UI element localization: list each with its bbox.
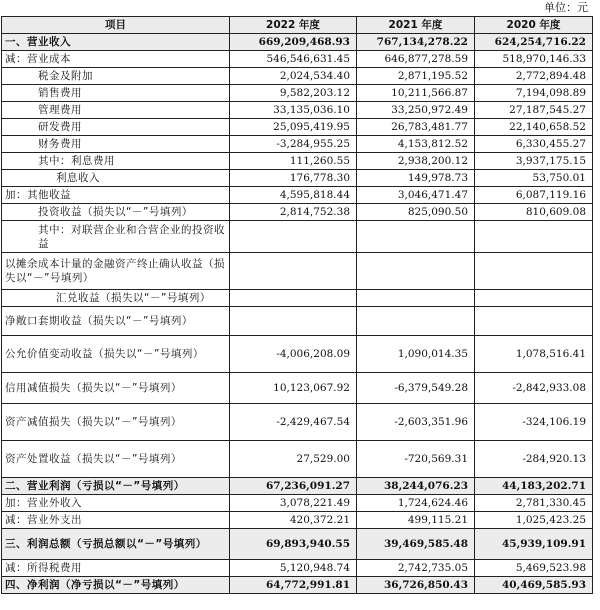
- value-2022: 420,372.21: [230, 512, 357, 529]
- value-2021: 2,742,735.05: [357, 560, 475, 577]
- table-row: [2, 560, 593, 577]
- header-2020: 2020 年度: [475, 17, 593, 34]
- value-2020: 40,469,585.93: [475, 577, 593, 594]
- row-label: 投资收益（损失以“－”号填列）: [2, 204, 230, 221]
- value-2022: [230, 221, 357, 253]
- value-2022: -4,006,208.09: [230, 336, 357, 373]
- value-2020: 2,781,330.45: [475, 495, 593, 512]
- table-row: [2, 68, 593, 85]
- row-label: 一、营业收入: [2, 34, 230, 51]
- row-label: 加：其他收益: [2, 187, 230, 204]
- value-2022: 546,546,631.45: [230, 51, 357, 68]
- value-2020: 1,025,423.25: [475, 512, 593, 529]
- value-2021: 499,115.21: [357, 512, 475, 529]
- value-2021: 1,090,014.35: [357, 336, 475, 373]
- table-row: [2, 119, 593, 136]
- value-2020: 22,140,658.52: [475, 119, 593, 136]
- table-row: [2, 102, 593, 119]
- value-2020: 2,772,894.48: [475, 68, 593, 85]
- value-2022: 69,893,940.55: [230, 529, 357, 560]
- value-2021: -2,603,351.96: [357, 404, 475, 441]
- table-row: [2, 290, 593, 307]
- value-2021: 767,134,278.22: [357, 34, 475, 51]
- table-row: [2, 204, 593, 221]
- table-row: [2, 336, 593, 373]
- value-2020: 7,194,098.89: [475, 85, 593, 102]
- value-2021: 33,250,972.49: [357, 102, 475, 119]
- value-2021: 2,938,200.12: [357, 153, 475, 170]
- table-row: [2, 221, 593, 253]
- header-2022: 2022 年度: [230, 17, 357, 34]
- value-2022: 176,778.30: [230, 170, 357, 187]
- table-row: [2, 512, 593, 529]
- value-2020: 44,183,202.71: [475, 478, 593, 495]
- value-2022: 27,529.00: [230, 441, 357, 478]
- table-row: [2, 187, 593, 204]
- value-2020: [475, 307, 593, 336]
- value-2022: 2,024,534.40: [230, 68, 357, 85]
- value-2020: 27,187,545.27: [475, 102, 593, 119]
- value-2022: 67,236,091.27: [230, 478, 357, 495]
- table-row: [2, 170, 593, 187]
- row-label: 资产处置收益（损失以“－”号填列）: [2, 441, 230, 478]
- value-2022: 4,595,818.44: [230, 187, 357, 204]
- value-2022: 3,078,221.49: [230, 495, 357, 512]
- value-2020: 6,087,119.16: [475, 187, 593, 204]
- value-2020: -324,106.19: [475, 404, 593, 441]
- row-label: 公允价值变动收益（损失以“－”号填列）: [2, 336, 230, 373]
- row-label: 资产减值损失（损失以“－”号填列）: [2, 404, 230, 441]
- value-2020: 1,078,516.41: [475, 336, 593, 373]
- table-header-row: [2, 17, 593, 34]
- value-2022: 10,123,067.92: [230, 373, 357, 404]
- table-row: [2, 529, 593, 560]
- table-row: [2, 51, 593, 68]
- value-2021: [357, 253, 475, 290]
- value-2022: [230, 290, 357, 307]
- unit-label: 单位：元: [544, 1, 588, 14]
- table-row: [2, 495, 593, 512]
- table-row: [2, 253, 593, 290]
- value-2021: 2,871,195.52: [357, 68, 475, 85]
- value-2020: -2,842,933.08: [475, 373, 593, 404]
- row-label: 管理费用: [2, 102, 230, 119]
- value-2021: -720,569.31: [357, 441, 475, 478]
- value-2021: 149,978.73: [357, 170, 475, 187]
- value-2020: -284,920.13: [475, 441, 593, 478]
- row-label: 二、营业利润（亏损以“－”号填列）: [2, 478, 230, 495]
- row-label: 以摊余成本计量的金融资产终止确认收益（损失以“－”号填列）: [2, 253, 230, 290]
- table-row: [2, 34, 593, 51]
- table-row: [2, 478, 593, 495]
- value-2020: [475, 253, 593, 290]
- table-row: [2, 577, 593, 594]
- value-2020: [475, 290, 593, 307]
- row-label: 四、净利润（净亏损以“－”号填列）: [2, 577, 230, 594]
- value-2021: 39,469,585.48: [357, 529, 475, 560]
- row-label: 减：营业外支出: [2, 512, 230, 529]
- row-label: 三、利润总额（亏损总额以“－”号填列）: [2, 529, 230, 560]
- value-2022: -3,284,955.25: [230, 136, 357, 153]
- row-label: 财务费用: [2, 136, 230, 153]
- value-2020: 624,254,716.22: [475, 34, 593, 51]
- row-label: 减：所得税费用: [2, 560, 230, 577]
- row-label: 其中：利息费用: [2, 153, 230, 170]
- row-label: 减：营业成本: [2, 51, 230, 68]
- value-2022: 33,135,036.10: [230, 102, 357, 119]
- value-2020: [475, 221, 593, 253]
- header-2021: 2021 年度: [357, 17, 475, 34]
- value-2021: -6,379,549.28: [357, 373, 475, 404]
- row-label: 其中：对联营企业和合营企业的投资收益: [2, 221, 230, 253]
- row-label: 税金及附加: [2, 68, 230, 85]
- row-label: 销售费用: [2, 85, 230, 102]
- value-2020: 518,970,146.33: [475, 51, 593, 68]
- value-2021: [357, 221, 475, 253]
- row-label: 利息收入: [2, 170, 230, 187]
- value-2021: 4,153,812.52: [357, 136, 475, 153]
- value-2020: 53,750.01: [475, 170, 593, 187]
- table-row: [2, 85, 593, 102]
- value-2021: 825,090.50: [357, 204, 475, 221]
- value-2021: 26,783,481.77: [357, 119, 475, 136]
- value-2022: 25,095,419.95: [230, 119, 357, 136]
- row-label: 净敞口套期收益（损失以“－”号填列）: [2, 307, 230, 336]
- value-2021: [357, 290, 475, 307]
- value-2020: 3,937,175.15: [475, 153, 593, 170]
- value-2022: 2,814,752.38: [230, 204, 357, 221]
- value-2020: 6,330,455.27: [475, 136, 593, 153]
- table-row: [2, 153, 593, 170]
- value-2022: 669,209,468.93: [230, 34, 357, 51]
- header-item: 项目: [2, 17, 230, 34]
- row-label: 研发费用: [2, 119, 230, 136]
- value-2022: 111,260.55: [230, 153, 357, 170]
- value-2022: [230, 253, 357, 290]
- value-2022: [230, 307, 357, 336]
- table-row: [2, 136, 593, 153]
- value-2020: 5,469,523.98: [475, 560, 593, 577]
- value-2020: 45,939,109.91: [475, 529, 593, 560]
- value-2021: 1,724,624.46: [357, 495, 475, 512]
- value-2020: 810,609.08: [475, 204, 593, 221]
- value-2022: 9,582,203.12: [230, 85, 357, 102]
- row-label: 信用减值损失（损失以“－”号填列）: [2, 373, 230, 404]
- value-2022: 5,120,948.74: [230, 560, 357, 577]
- value-2022: 64,772,991.81: [230, 577, 357, 594]
- table-row: [2, 373, 593, 404]
- row-label: 加：营业外收入: [2, 495, 230, 512]
- value-2021: [357, 307, 475, 336]
- value-2021: 10,211,566.87: [357, 85, 475, 102]
- value-2021: 36,726,850.43: [357, 577, 475, 594]
- value-2021: 38,244,076.23: [357, 478, 475, 495]
- income-statement-table: [1, 16, 593, 594]
- table-row: [2, 404, 593, 441]
- value-2021: 3,046,471.47: [357, 187, 475, 204]
- value-2022: -2,429,467.54: [230, 404, 357, 441]
- row-label: 汇兑收益（损失以“－”号填列）: [2, 290, 230, 307]
- table-row: [2, 441, 593, 478]
- table-row: [2, 307, 593, 336]
- value-2021: 646,877,278.59: [357, 51, 475, 68]
